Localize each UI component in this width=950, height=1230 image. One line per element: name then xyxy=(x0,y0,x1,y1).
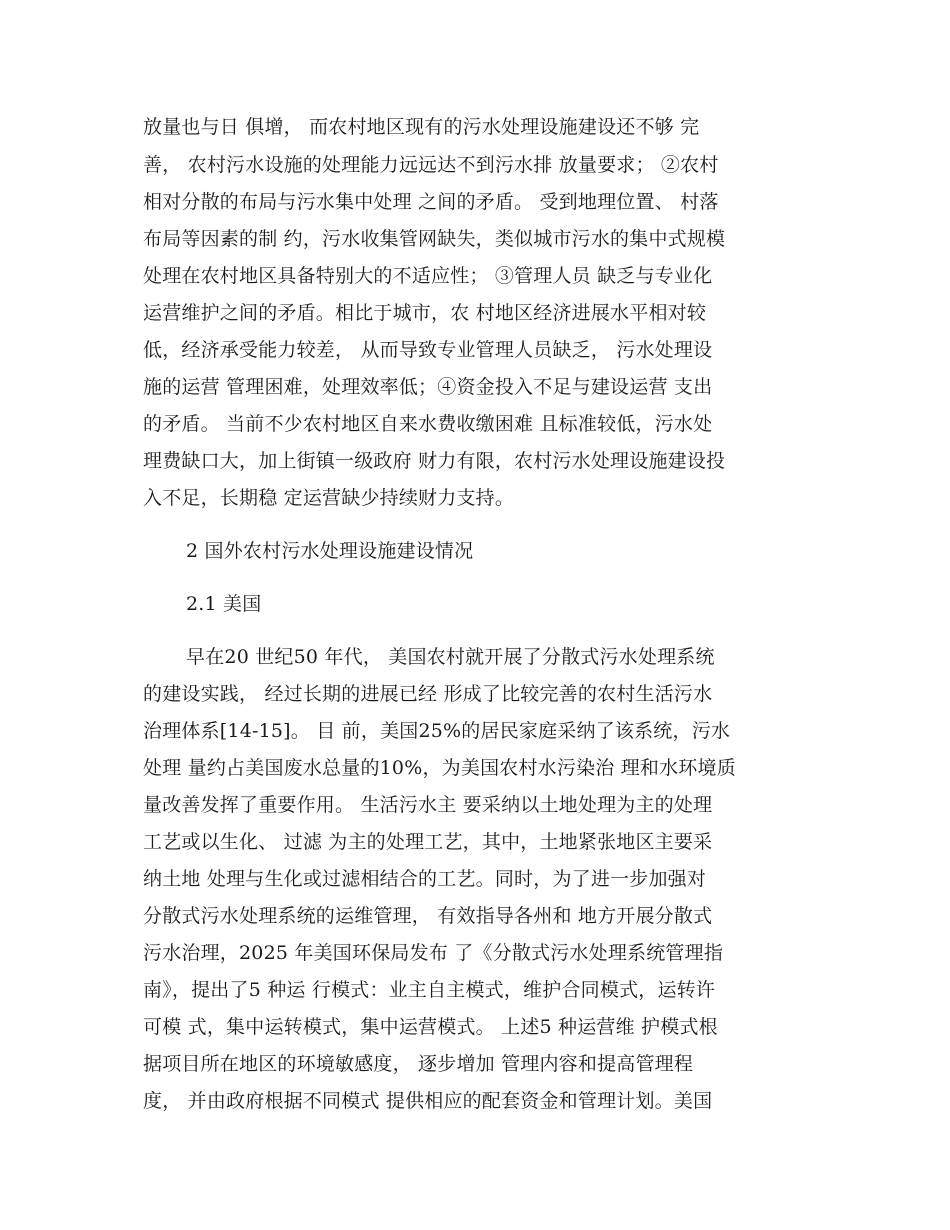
text-line: 相对分散的布局与污水集中处理 之间的矛盾。 受到地理位置、 村落 xyxy=(143,191,719,213)
text-line: 施的运营 管理困难，处理效率低；④资金投入不足与建设运营 支出 xyxy=(143,376,713,398)
text-line: 运营维护之间的矛盾。相比于城市，农 村地区经济进展水平相对较 xyxy=(143,302,707,324)
text-line: 入不足，长期稳 定运营缺少持续财力支持。 xyxy=(143,487,515,509)
text-line: 早在20 世纪50 年代， 美国农村就开展了分散式污水处理系统 xyxy=(186,646,715,668)
text-line: 可模 式，集中运转模式，集中运营模式。 上述5 种运营维 护模式根 xyxy=(143,1016,718,1038)
section-heading: 2 国外农村污水处理设施建设情况 xyxy=(186,540,474,562)
text-line: 低，经济承受能力较差， 从而导致专业管理人员缺乏， 污水处理设 xyxy=(143,339,713,361)
text-line: 南》，提出了5 种运 行模式：业主自主模式，维护合同模式，运转许 xyxy=(143,979,716,1001)
text-line: 分散式污水处理系统的运维管理， 有效指导各州和 地方开展分散式 xyxy=(143,905,713,927)
text-line: 布局等因素的制 约，污水收集管网缺失，类似城市污水的集中式规模 xyxy=(143,228,726,250)
text-line: 纳土地 处理与生化或过滤相结合的工艺。同时，为了进一步加强对 xyxy=(143,868,707,890)
text-line: 的建设实践， 经过长期的进展已经 形成了比较完善的农村生活污水 xyxy=(143,683,713,705)
text-line: 放量也与日 俱增， 而农村地区现有的污水处理设施建设还不够 完 xyxy=(143,116,700,138)
text-line: 善， 农村污水设施的处理能力远远达不到污水排 放量要求； ②农村 xyxy=(143,154,719,176)
text-line: 处理在农村地区具备特别大的不适应性； ③管理人员 缺乏与专业化 xyxy=(143,265,713,287)
text-line: 治理体系[14-15]。 目 前，美国25%的居民家庭采纳了该系统，污水 xyxy=(143,720,731,742)
text-line: 污水治理，2025 年美国环保局发布 了《分散式污水处理系统管理指 xyxy=(143,942,724,964)
text-line: 理费缺口大，加上街镇一级政府 财力有限，农村污水处理设施建设投 xyxy=(143,450,726,472)
text-line: 工艺或以生化、 过滤 为主的处理工艺，其中，土地紧张地区主要采 xyxy=(143,831,713,853)
text-line: 量改善发挥了重要作用。 生活污水主 要采纳以土地处理为主的处理 xyxy=(143,794,713,816)
text-line: 据项目所在地区的环境敏感度， 逐步增加 管理内容和提高管理程 xyxy=(143,1053,694,1075)
text-line: 处理 量约占美国废水总量的10%，为美国农村水污染治 理和水环境质 xyxy=(143,757,736,779)
text-line: 的矛盾。 当前不少农村地区自来水费收缴困难 且标准较低，污水处 xyxy=(143,413,713,435)
text-line: 度， 并由政府根据不同模式 提供相应的配套资金和管理计划。美国 xyxy=(143,1090,713,1112)
subsection-heading: 2.1 美国 xyxy=(186,593,262,615)
